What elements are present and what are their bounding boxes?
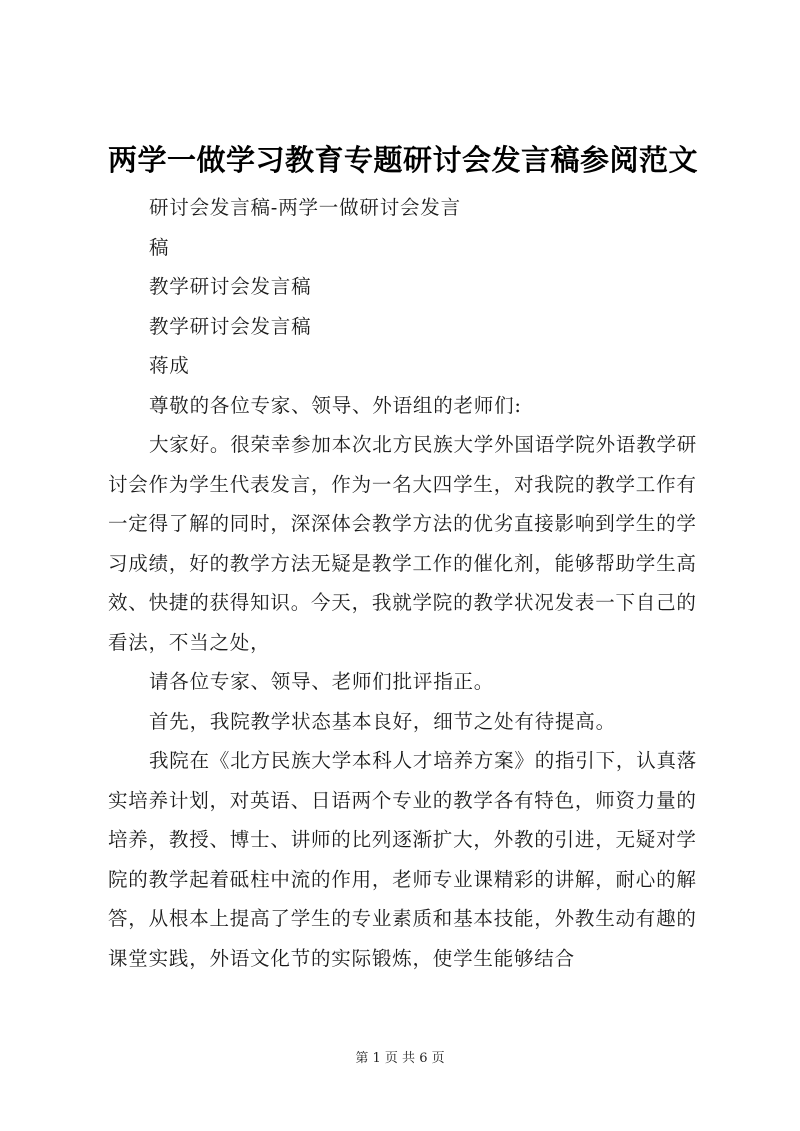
paragraph: 教学研讨会发言稿 xyxy=(149,275,312,298)
paragraph: 我院在《北方民族大学本科人才培养方案》的指引下，认真落实培养计划，对英语、日语两个专业的教学各有特色，师资力量的培养，教授、博士、讲师的比列逐渐扩大，外教的引进，无疑对学院的教学起着砥柱中流的作用，老师专业课精彩的讲解，耐心的解答，从根本上提高了学生的专业素质和基本技能，外教生动有趣的课堂实践，外语文化节的实际锻炼，使学生能够结合 xyxy=(108,749,698,970)
paragraph: 尊敬的各位专家、领导、外语组的老师们: xyxy=(149,393,522,417)
paragraph: 蒋成 xyxy=(149,354,190,377)
page-footer: 第 1 页 共 6 页 xyxy=(355,1051,445,1066)
paragraph: 请各位专家、领导、老师们批评指正。 xyxy=(149,670,495,693)
paragraph: 教学研讨会发言稿 xyxy=(149,314,312,338)
paragraph: 大家好。很荣幸参加本次北方民族大学外国语学院外语教学研讨会作为学生代表发言，作为一名大四学生，对我院的教学工作有一定得了解的同时，深深体会教学方法的优劣直接影响到学生的学习成绩，好的教学方法无疑是教学工作的催化剂，能够帮助学生高效、快捷的获得知识。今天，我就学院的教学状况发表一下自己的看法，不当之处， xyxy=(108,433,698,654)
paragraph: 首先，我院教学状态基本良好，细节之处有待提高。 xyxy=(149,709,616,733)
paragraph: 研讨会发言稿-两学一做研讨会发言 xyxy=(149,196,461,219)
document-body xyxy=(108,188,700,978)
paragraph: 稿 xyxy=(149,235,170,259)
document-title: 两学一做学习教育专题研讨会发言稿参阅范文 xyxy=(108,143,699,177)
